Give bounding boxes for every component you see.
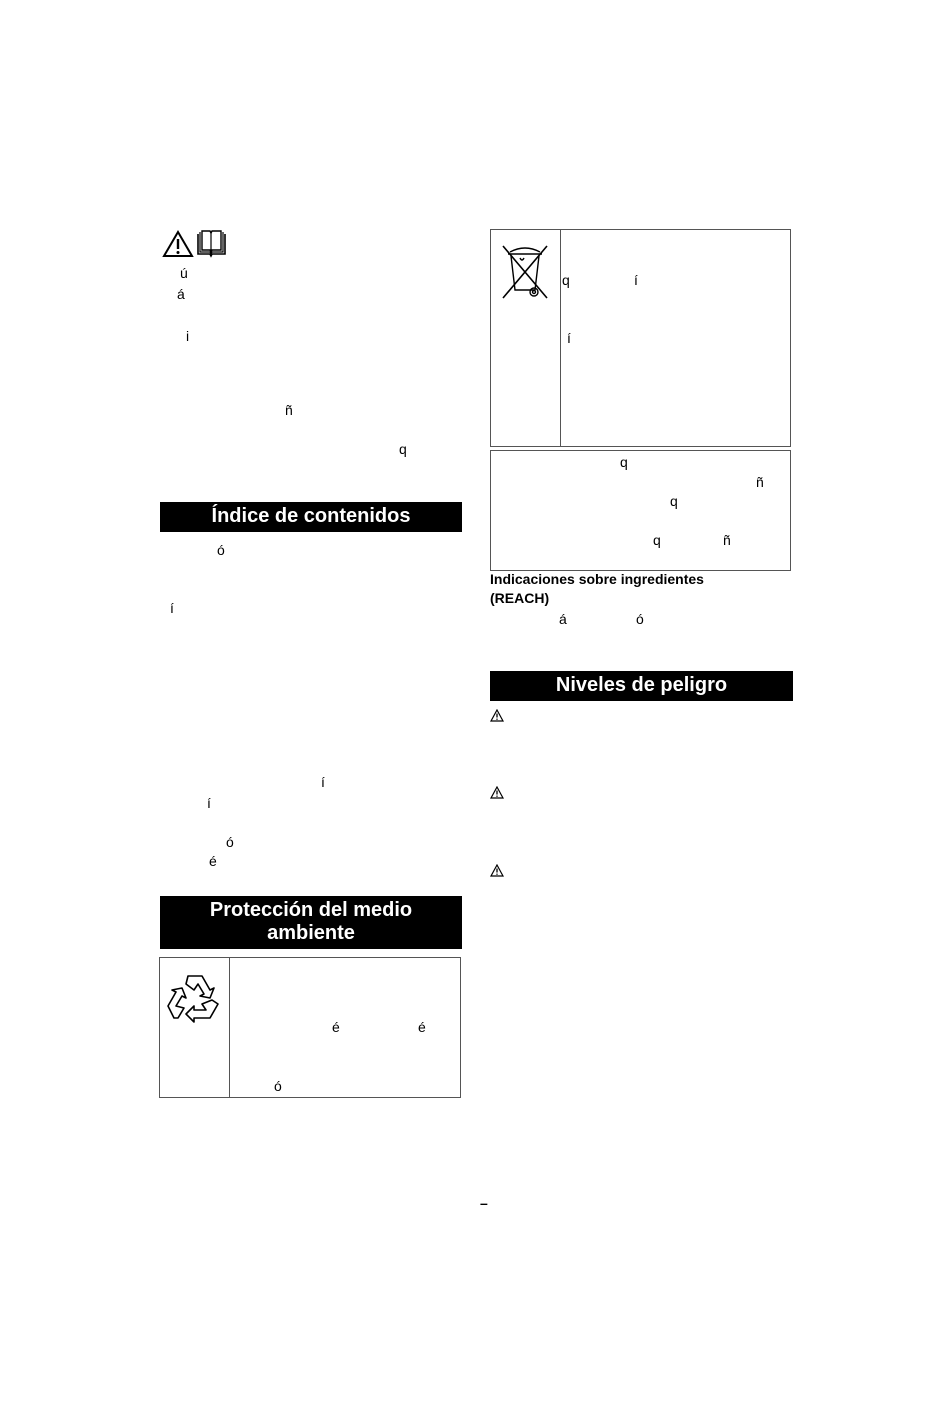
small-warning-icon <box>490 786 504 799</box>
weee-fragment: í <box>634 272 638 288</box>
toc-fragment: í <box>170 600 174 616</box>
weee-fragment: q <box>562 272 570 288</box>
reach-title-line1: Indicaciones sobre ingredientes <box>490 571 704 587</box>
intro-fragment: q <box>399 441 407 457</box>
reach-fragment: ó <box>636 611 644 627</box>
intro-fragment: ú <box>180 265 188 281</box>
toc-fragment: ó <box>226 834 234 850</box>
notice-box <box>490 450 791 571</box>
danger-levels-heading: Niveles de peligro <box>490 671 793 701</box>
toc-fragment: é <box>209 853 217 869</box>
environment-heading-line2: ambiente <box>267 922 355 944</box>
manual-book-icon <box>195 230 228 258</box>
notice-fragment: ñ <box>723 532 731 548</box>
notice-fragment: q <box>653 532 661 548</box>
recycle-icon <box>166 970 226 1030</box>
intro-fragment: ñ <box>285 402 293 418</box>
environment-heading <box>160 896 462 949</box>
reach-fragment: á <box>559 611 567 627</box>
recycle-fragment: é <box>418 1019 426 1035</box>
notice-fragment: ñ <box>756 474 764 490</box>
toc-fragment: í <box>207 795 211 811</box>
intro-fragment: á <box>177 286 185 302</box>
recycle-box-divider <box>229 957 230 1098</box>
reach-title-line2: (REACH) <box>490 590 550 606</box>
intro-fragment: i <box>186 328 190 344</box>
notice-fragment: q <box>620 454 628 470</box>
weee-box-divider <box>560 229 561 447</box>
weee-fragment: í <box>567 330 571 346</box>
recycle-fragment: é <box>332 1019 340 1035</box>
environment-heading-line1: Protección del medio <box>209 899 413 921</box>
crossed-bin-icon <box>500 242 550 302</box>
warning-triangle-icon <box>162 230 194 258</box>
reach-title <box>490 570 790 608</box>
recycle-fragment: ó <box>274 1078 282 1094</box>
toc-fragment: ó <box>217 542 225 558</box>
page-number-mark: – <box>480 1195 488 1211</box>
notice-fragment: q <box>670 493 678 509</box>
small-warning-icon <box>490 864 504 877</box>
toc-heading: Índice de contenidos <box>160 502 462 532</box>
toc-fragment: í <box>321 774 325 790</box>
small-warning-icon <box>490 709 504 722</box>
